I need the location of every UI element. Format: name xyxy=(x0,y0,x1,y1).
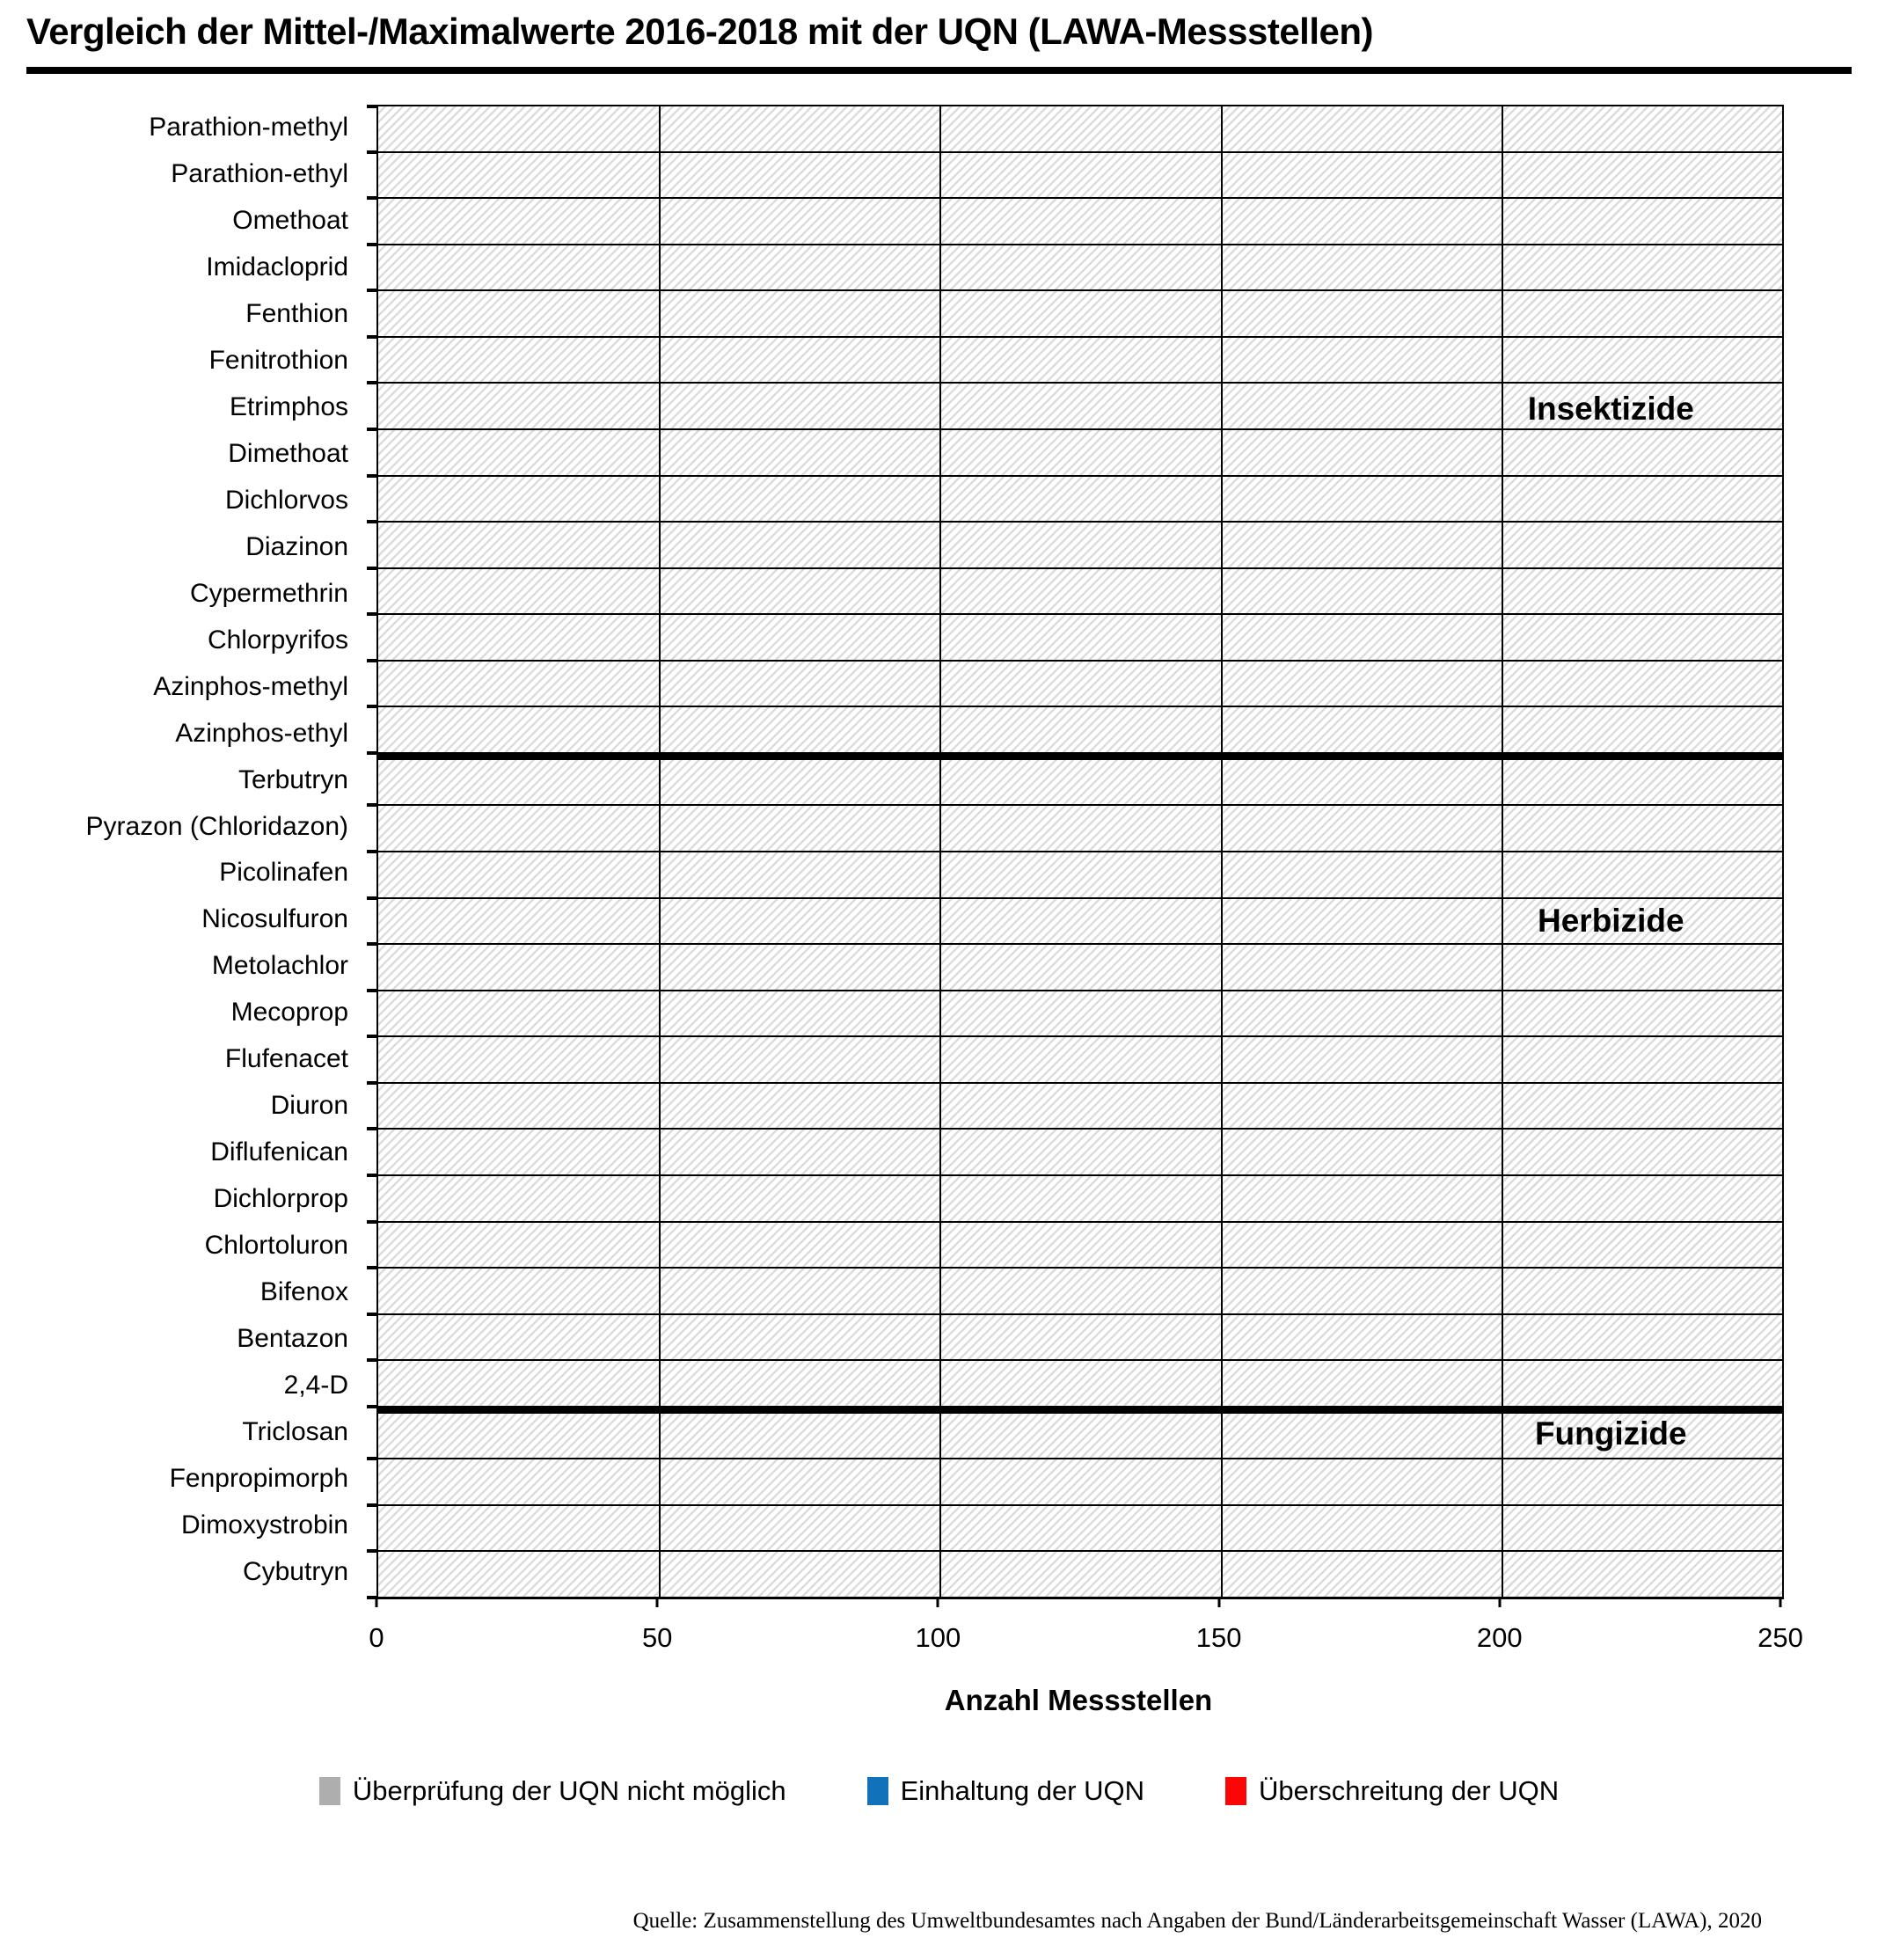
bar-row xyxy=(378,1176,1782,1223)
category-label: Fenthion xyxy=(245,299,348,329)
y-axis-tick xyxy=(367,150,376,154)
bar-row xyxy=(378,1223,1782,1269)
category-label: Nicosulfuron xyxy=(201,904,348,934)
legend-item-uqn-compliance xyxy=(867,1775,1144,1807)
bar-row xyxy=(378,199,1782,245)
x-axis xyxy=(369,1598,1803,1668)
y-axis-tick xyxy=(367,289,376,292)
legend-swatch-blue xyxy=(867,1777,888,1805)
category-label: Chlortoluron xyxy=(204,1230,348,1260)
bar-row xyxy=(378,1506,1782,1553)
category-label: Azinphos-ethyl xyxy=(175,718,348,748)
category-label: Dichlorvos xyxy=(224,485,348,515)
category-label: Chlorpyrifos xyxy=(207,625,348,655)
y-axis-tick xyxy=(367,612,376,616)
category-label: Etrimphos xyxy=(229,392,348,422)
source-note: Quelle: Zusammenstellung des Umweltbundesamtes nach Angaben der Bund/Länderarbeitsgemeinschaft Wasser (LAWA), 2020 xyxy=(632,1909,1762,1933)
x-axis-tick-label: 200 xyxy=(1476,1622,1523,1653)
y-axis-tick xyxy=(367,705,376,708)
category-label: Fenitrothion xyxy=(208,346,348,376)
category-label: Diazinon xyxy=(245,531,348,561)
y-axis-tick xyxy=(367,751,376,755)
bar-row xyxy=(378,945,1782,991)
y-axis-tick xyxy=(367,1596,376,1599)
bar-row xyxy=(378,1037,1782,1084)
y-axis-tick xyxy=(367,520,376,523)
category-label: Imidacloprid xyxy=(206,252,348,282)
category-label: Terbutryn xyxy=(237,764,348,794)
bar-row xyxy=(378,1552,1782,1597)
category-label: 2,4-D xyxy=(283,1370,348,1400)
bar-row xyxy=(378,153,1782,200)
legend-label-uqn-exceedance: Überschreitung der UQN xyxy=(1259,1775,1560,1806)
y-axis-tick xyxy=(367,196,376,200)
bar-row xyxy=(378,1459,1782,1506)
y-axis-tick xyxy=(367,567,376,570)
y-axis-tick xyxy=(367,105,376,108)
category-label: Parathion-ethyl xyxy=(171,159,348,189)
group-label-fungizide: Fungizide xyxy=(1534,1415,1687,1452)
y-axis-tick xyxy=(367,942,376,946)
y-axis-tick xyxy=(367,659,376,662)
x-axis-tick-label: 100 xyxy=(915,1622,961,1653)
y-axis-tick xyxy=(367,803,376,807)
y-axis-tick xyxy=(367,1035,376,1038)
bar-row xyxy=(378,991,1782,1038)
y-axis-category-labels xyxy=(0,105,362,1595)
y-axis-tick xyxy=(367,850,376,853)
bar-row xyxy=(378,615,1782,662)
x-axis-tick xyxy=(1498,1598,1501,1607)
category-label: Diuron xyxy=(270,1091,348,1121)
y-axis-tick xyxy=(367,1127,376,1130)
x-axis-tick xyxy=(1217,1598,1220,1607)
bar-row xyxy=(378,245,1782,292)
y-axis-tick xyxy=(367,896,376,900)
category-label: Cybutryn xyxy=(242,1556,348,1586)
x-axis-tick-label: 250 xyxy=(1757,1622,1803,1653)
y-axis-tick xyxy=(367,1081,376,1085)
bar-row xyxy=(378,523,1782,569)
y-axis-tick xyxy=(367,1503,376,1507)
chart-title: Vergleich der Mittel-/Maximalwerte 2016-2018 mit der UQN (LAWA-Messstellen) xyxy=(26,11,1374,52)
y-axis-tick xyxy=(367,335,376,339)
y-axis-tick xyxy=(367,428,376,431)
bar-row xyxy=(378,1315,1782,1362)
bar-row xyxy=(378,852,1782,899)
y-axis-tick xyxy=(367,1266,376,1269)
group-label-insektizide: Insektizide xyxy=(1527,391,1694,428)
category-label: Dichlorprop xyxy=(213,1184,348,1214)
legend xyxy=(0,1775,1878,1807)
bar-row xyxy=(378,1269,1782,1315)
y-axis-tick xyxy=(367,474,376,478)
category-label: Dimethoat xyxy=(228,439,348,469)
legend-item-uqn-not-verifiable xyxy=(319,1775,786,1807)
category-label: Omethoat xyxy=(232,206,348,236)
x-axis-tick-label: 0 xyxy=(369,1622,384,1653)
x-axis-tick xyxy=(1779,1598,1782,1607)
plot-area xyxy=(376,105,1784,1599)
category-label: Bifenox xyxy=(259,1276,348,1306)
category-label: Bentazon xyxy=(237,1323,348,1353)
bar-row xyxy=(378,1130,1782,1176)
legend-item-uqn-exceedance xyxy=(1225,1775,1559,1807)
bar-row xyxy=(378,338,1782,384)
x-axis-title: Anzahl Messstellen xyxy=(944,1684,1213,1716)
y-axis-tick xyxy=(367,243,376,246)
category-label: Flufenacet xyxy=(224,1044,348,1074)
category-label: Diflufenican xyxy=(210,1137,348,1167)
x-axis-tick-label: 150 xyxy=(1195,1622,1242,1653)
bar-row xyxy=(378,806,1782,852)
y-axis-tick xyxy=(367,1549,376,1553)
category-label: Metolachlor xyxy=(211,951,348,981)
bar-row xyxy=(378,477,1782,523)
y-axis-tick xyxy=(367,989,376,992)
x-axis-tick-label: 50 xyxy=(641,1622,673,1653)
category-label: Dimoxystrobin xyxy=(180,1510,348,1539)
y-axis-tick xyxy=(367,1358,376,1362)
category-label: Fenpropimorph xyxy=(169,1463,348,1493)
x-axis-tick xyxy=(656,1598,659,1607)
bar-row xyxy=(378,291,1782,338)
category-label: Cypermethrin xyxy=(189,578,348,608)
bar-row xyxy=(378,430,1782,477)
plot-rows xyxy=(378,106,1782,1597)
y-axis-tick xyxy=(367,381,376,384)
category-label: Picolinafen xyxy=(219,858,348,888)
y-axis-tick xyxy=(367,1405,376,1408)
legend-swatch-gray xyxy=(319,1777,340,1805)
y-axis-tick xyxy=(367,1313,376,1316)
legend-swatch-red xyxy=(1225,1777,1246,1805)
title-underline xyxy=(26,67,1852,74)
bar-row xyxy=(378,569,1782,616)
x-axis-tick xyxy=(937,1598,939,1607)
category-label: Pyrazon (Chloridazon) xyxy=(85,811,348,841)
y-axis-tick xyxy=(367,1220,376,1224)
legend-label-uqn-not-verifiable: Überprüfung der UQN nicht möglich xyxy=(352,1775,786,1806)
bar-row xyxy=(378,1361,1782,1414)
category-label: Azinphos-methyl xyxy=(153,671,348,701)
category-label: Parathion-methyl xyxy=(149,113,348,143)
group-label-herbizide: Herbizide xyxy=(1538,903,1684,940)
bar-row xyxy=(378,707,1782,760)
y-axis-tick xyxy=(367,1174,376,1177)
category-label: Mecoprop xyxy=(230,998,348,1028)
bar-row xyxy=(378,662,1782,708)
bar-row xyxy=(378,1084,1782,1130)
bar-row xyxy=(378,106,1782,153)
y-axis-tick xyxy=(367,1457,376,1460)
legend-label-uqn-compliance: Einhaltung der UQN xyxy=(900,1775,1145,1806)
category-label: Triclosan xyxy=(242,1416,348,1446)
bar-row xyxy=(378,760,1782,807)
